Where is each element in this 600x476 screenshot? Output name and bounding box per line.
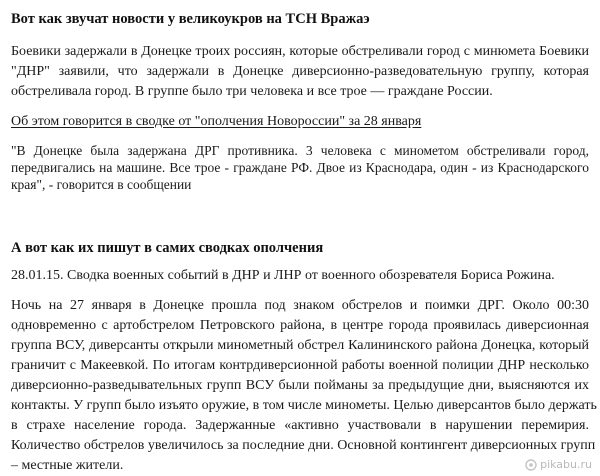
report-line: граничит с Макеевкой. По итогам контрдиверсионной работы военной полиции ДНР несколько xyxy=(11,358,589,373)
pikabu-logo-icon xyxy=(525,459,537,471)
source-link-text: Об этом говорится в сводке от "ополчения Новороссии" за 28 января xyxy=(11,114,422,129)
pikabu-watermark xyxy=(525,458,592,471)
watermark-text: pikabu.ru xyxy=(540,458,592,471)
quote-line: края", - говорится в сообщении xyxy=(11,177,192,192)
report-line: Количество обстрелов увеличилось за последние дни. Основной контингент диверсионных групп xyxy=(11,438,596,453)
news-paragraph-line: "ДНР" заявили, что задержали в Донецке диверсионно-разведовательную группу, которая xyxy=(11,64,589,79)
quote-line: "В Донецке была задержана ДРГ противника. 3 человека с минометом обстреливали город, xyxy=(11,143,589,158)
report-line: контакты. У групп было изъято оружие, в том числе минометы. Целью диверсантов было держать xyxy=(11,398,597,413)
report-body xyxy=(11,296,597,476)
report-line: в страхе население города. Задержанные «активно участвовали в нарушении перемирия. xyxy=(11,418,589,433)
quote-line: передвигались на машине. Все трое - граждане РФ. Двое из Краснодара, один - из Краснодарского xyxy=(11,160,589,175)
news-paragraph-line: обстреливала город. В группе было три человека и все трое — граждане России. xyxy=(11,84,493,99)
section1-heading: Вот как звучат новости у великоукров на ТСН Вражаэ xyxy=(11,11,370,27)
dateline-text: 28.01.15. Сводка военных событий в ДНР и ЛНР от военного обозревателя Бориса Рожина. xyxy=(11,268,555,283)
dateline xyxy=(11,266,589,286)
report-line: Ночь на 27 января в Донецке прошла под знаком обстрелов и поимки ДРГ. Около 00:30 xyxy=(11,298,589,313)
section2-heading: А вот как их пишут в самих сводках ополчения xyxy=(11,240,324,256)
source-paragraph xyxy=(11,112,589,132)
report-line: одновременно с артобстрелом Петровского района, в центре города проявилась диверсионная xyxy=(11,318,589,333)
report-line: группа ВСУ, диверсанты открыли минометный обстрел Калининского района Донецка, который xyxy=(11,338,589,353)
report-line: диверсионно-разведывательных групп ВСУ были пойманы за предыдущие дни, выясняются их xyxy=(11,378,589,393)
news-paragraph xyxy=(11,42,589,102)
news-paragraph-line: Боевики задержали в Донецке троих россиян, которые обстреливали город с минюмета Боевики xyxy=(11,44,589,59)
report-line: – местные жители. xyxy=(11,458,124,473)
quote-paragraph xyxy=(11,142,589,193)
